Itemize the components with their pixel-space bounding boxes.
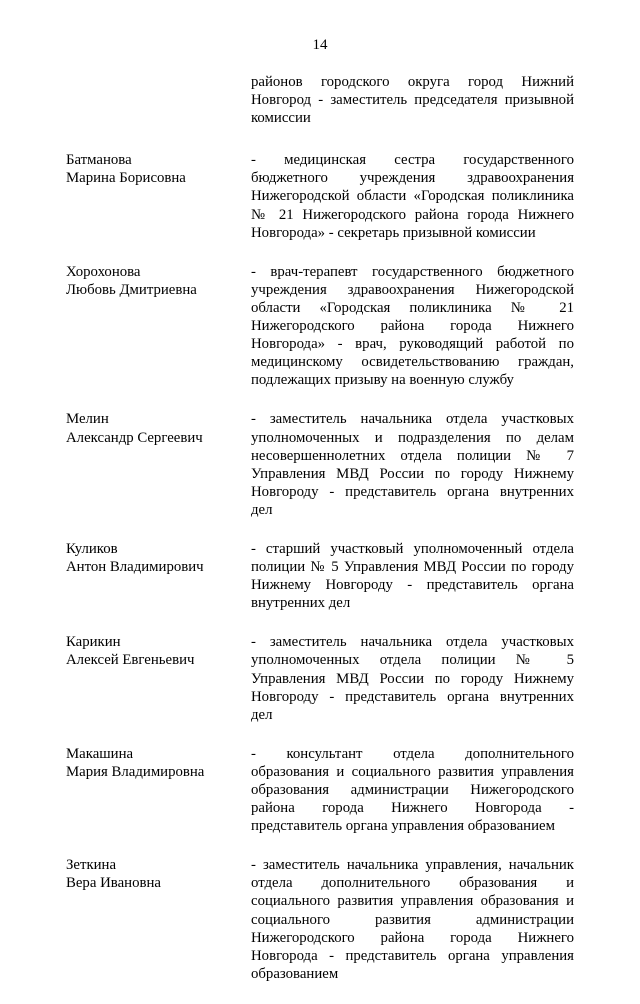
member-name [66, 745, 236, 781]
role-line: образования и социального развития управления [251, 763, 574, 780]
member-role [251, 263, 574, 390]
member-name [66, 263, 236, 299]
member-surname: Хорохонова [66, 263, 141, 280]
member-given-names: Вера Ивановна [66, 875, 161, 892]
role-line: комиссии [251, 110, 311, 127]
member-role [251, 633, 574, 723]
member-surname: Макашина [66, 745, 134, 762]
list-item [0, 410, 640, 519]
role-line: образованием [251, 965, 339, 982]
list-item [0, 73, 640, 127]
member-name [66, 633, 236, 669]
page-number: 14 [312, 37, 328, 53]
role-line: Управления МВД России по городу Нижнему [251, 670, 574, 687]
role-line: дел [251, 706, 273, 723]
role-line: - заместитель начальника отдела участковых [251, 634, 574, 651]
role-line: несовершеннолетних отдела полиции № 7 [251, 447, 574, 464]
member-role [251, 151, 574, 241]
role-line: - заместитель начальника отдела участковых [251, 411, 574, 428]
member-given-names: Марина Борисовна [66, 170, 186, 187]
member-surname: Мелин [66, 411, 109, 428]
role-line: - врач-терапевт государственного бюджетного [251, 263, 574, 280]
role-line: учреждения здравоохранения Нижегородской [251, 281, 574, 298]
list-item [0, 263, 640, 390]
role-line: Управления МВД России по городу Нижнему [251, 465, 574, 482]
role-line: района города Нижнего Новгорода - [251, 800, 574, 817]
role-line: внутренних дел [251, 595, 351, 612]
role-line: уполномоченных и подразделения по делам [251, 429, 574, 446]
list-item [0, 540, 640, 612]
member-role [251, 745, 574, 835]
role-line: № 21 Нижегородского района города Нижнего [251, 206, 574, 223]
member-name [66, 151, 236, 187]
member-surname: Карикин [66, 634, 121, 651]
role-line: социального развития администрации [251, 911, 574, 928]
role-line: Новгорода» - секретарь призывной комиссии [251, 224, 536, 241]
role-line: дел [251, 501, 273, 518]
role-line: Новгороду - представитель органа внутренних [251, 688, 574, 705]
member-name [66, 410, 236, 446]
member-given-names: Антон Владимирович [66, 559, 204, 576]
role-line: представитель органа управления образованием [251, 818, 555, 835]
role-line: районов городского округа город Нижний [251, 74, 574, 90]
role-line: - медицинская сестра государственного [251, 152, 574, 169]
member-surname: Батманова [66, 152, 132, 169]
role-line: - старший участковый уполномоченный отдела [251, 540, 574, 557]
role-line: Нижегородской области «Городская поликлиника [251, 188, 574, 205]
member-role [251, 410, 574, 519]
member-surname: Зеткина [66, 857, 117, 874]
role-line: Новгород - заместитель председателя призывной [251, 92, 574, 109]
role-line: Нижнему Новгороду - представитель органа [251, 577, 574, 594]
role-line: полиции № 5 Управления МВД России по городу [251, 559, 574, 576]
member-given-names: Любовь Дмитриевна [66, 281, 197, 298]
role-line: Нижегородского района города Нижнего [251, 929, 574, 946]
list-item [0, 745, 640, 835]
role-line: медицинскому освидетельствованию граждан, [251, 354, 574, 371]
member-given-names: Алексей Евгеньевич [66, 652, 195, 669]
member-role [251, 856, 574, 983]
role-line: области «Городская поликлиника № 21 [251, 299, 574, 316]
list-item [0, 856, 640, 983]
role-line: отдела дополнительного образования и [251, 875, 574, 892]
commission-member-list [0, 73, 640, 1004]
list-item [0, 633, 640, 723]
member-role [251, 73, 574, 127]
member-surname: Куликов [66, 540, 118, 557]
role-line: Новгорода - представитель органа управления [251, 947, 574, 964]
member-name [66, 856, 236, 892]
role-line: Нижегородского района города Нижнего [251, 318, 574, 335]
role-line: - заместитель начальника управления, начальник [251, 857, 574, 874]
member-given-names: Александр Сергеевич [66, 429, 203, 446]
role-line: уполномоченных отдела полиции № 5 [251, 652, 574, 669]
role-line: бюджетного учреждения здравоохранения [251, 170, 574, 187]
role-line: - консультант отдела дополнительного [251, 745, 574, 762]
role-line: Новгорода» - врач, руководящий работой по [251, 336, 574, 353]
role-line: социального развития управления образования и [251, 893, 574, 910]
role-line: подлежащих призыву на военную службу [251, 372, 514, 389]
member-role [251, 540, 574, 612]
member-name [66, 540, 236, 576]
role-line: образования администрации Нижегородского [251, 782, 574, 798]
list-item [0, 151, 640, 241]
member-given-names: Мария Владимировна [66, 763, 205, 780]
role-line: Новгороду - представитель органа внутренних [251, 483, 574, 500]
